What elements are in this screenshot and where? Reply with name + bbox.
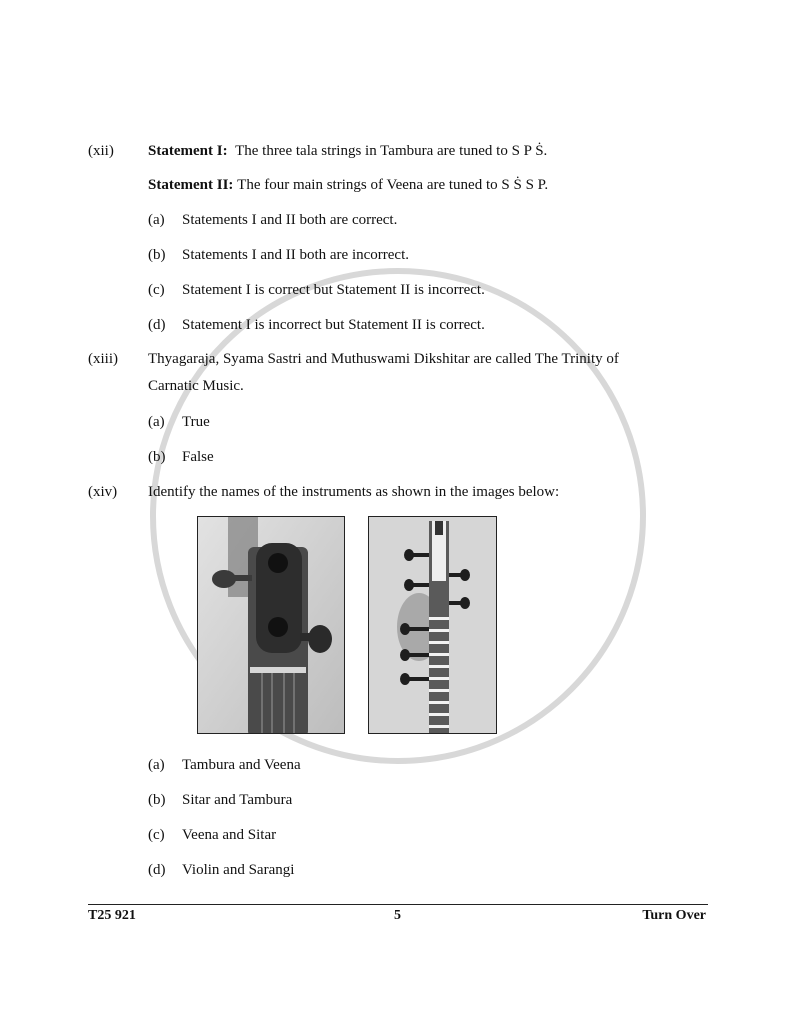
option-letter: (c): [148, 827, 165, 843]
option-text: Statement I is correct but Statement II is incorrect.: [182, 282, 485, 298]
option-text: Tambura and Veena: [182, 757, 301, 773]
footer-divider: [88, 904, 708, 905]
page-number: 5: [394, 908, 401, 923]
turn-over: Turn Over: [642, 908, 706, 923]
option-letter: (c): [148, 282, 165, 298]
question-number-xiv: (xiv): [88, 484, 118, 500]
option-text: Sitar and Tambura: [182, 792, 293, 808]
question-number-xii: (xii): [88, 143, 114, 159]
option-letter: (a): [148, 212, 165, 228]
statement-2-label: Statement II:: [148, 177, 234, 193]
statement-1: [148, 143, 547, 160]
option-text: Violin and Sarangi: [182, 862, 295, 878]
option-text: Statement I is incorrect but Statement II is correct.: [182, 317, 485, 333]
option-text: True: [182, 414, 210, 430]
instrument-photo-2: [368, 516, 497, 734]
option-letter: (b): [148, 792, 166, 808]
option-text: False: [182, 449, 214, 465]
statement-2-text: The four main strings of Veena are tuned to S Ṡ S P.: [237, 177, 549, 193]
option-letter: (a): [148, 414, 165, 430]
option-text: Statements I and II both are correct.: [182, 212, 398, 228]
option-letter: (d): [148, 317, 166, 333]
statement-1-label: Statement I:: [148, 143, 228, 159]
question-number-xiii: (xiii): [88, 351, 118, 367]
statement-2: [148, 177, 548, 194]
question-text-line-1: Thyagaraja, Syama Sastri and Muthuswami Dikshitar are called The Trinity of: [148, 351, 619, 367]
question-text: Identify the names of the instruments as shown in the images below:: [148, 484, 560, 500]
option-letter: (a): [148, 757, 165, 773]
option-text: Statements I and II both are incorrect.: [182, 247, 409, 263]
option-text: Veena and Sitar: [182, 827, 277, 843]
instrument-photo-1: [197, 516, 345, 734]
statement-1-text: The three tala strings in Tambura are tuned to S P Ṡ.: [235, 143, 548, 159]
paper-code: T25 921: [88, 908, 136, 923]
question-text-line-2: Carnatic Music.: [148, 378, 244, 394]
option-letter: (d): [148, 862, 166, 878]
option-letter: (b): [148, 247, 166, 263]
tambura-image: [198, 517, 344, 733]
sitar-image: [369, 517, 496, 733]
option-letter: (b): [148, 449, 166, 465]
